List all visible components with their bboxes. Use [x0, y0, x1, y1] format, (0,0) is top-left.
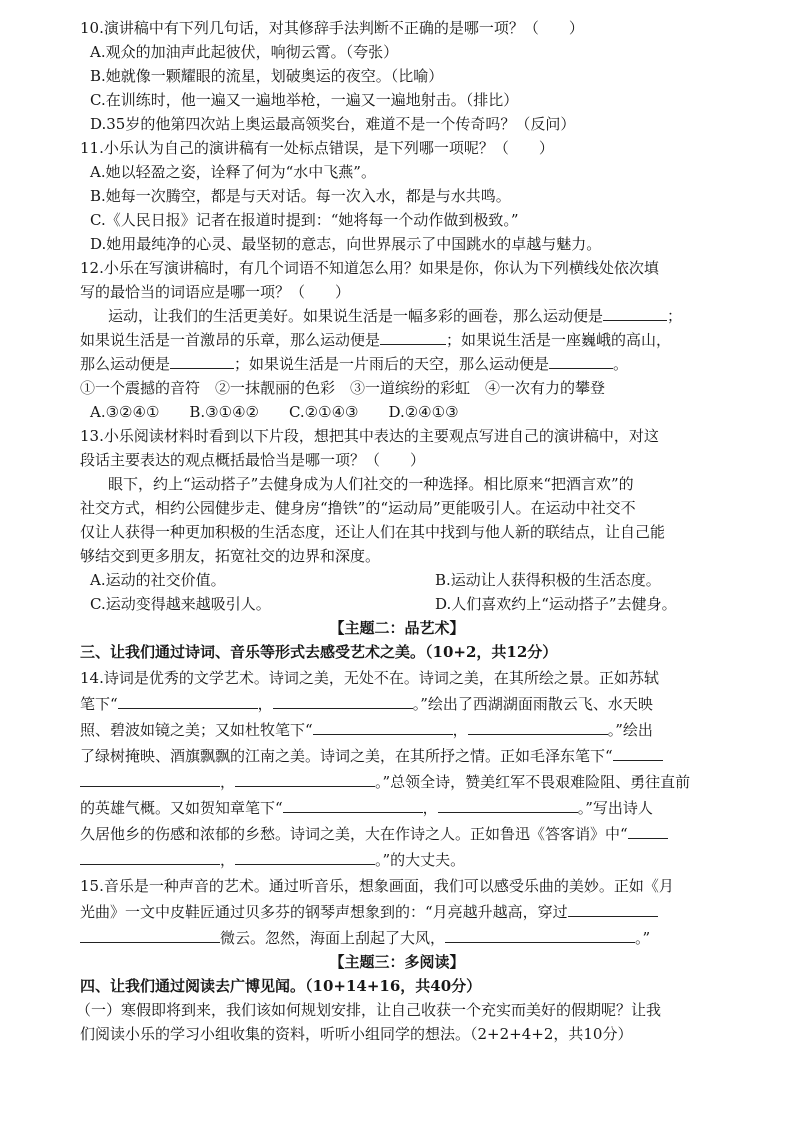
question-10: 10.演讲稿中有下列几句话，对其修辞手法判断不正确的是哪一项？（ ） [80, 19, 584, 37]
passage-text: ；如果说生活是一片雨后的天空，那么运动便是 [234, 355, 550, 373]
question-14-line2 [80, 692, 653, 716]
passage-12-line1 [108, 304, 682, 328]
passage-text: ， [220, 773, 236, 791]
passage-text: 运动，让我们的生活更美好。如果说生活是一幅多彩的画卷，那么运动便是 [108, 307, 604, 325]
question-14-line6 [80, 796, 653, 820]
theme-3-heading: 【主题三：多阅读】 [329, 953, 465, 971]
question-15: 15.音乐是一种声音的艺术。通过听音乐，想象画面，我们可以感受乐曲的美妙。正如《月 [80, 877, 674, 895]
passage-text: 照、碧波如镜之美；又如杜牧笔下“ [80, 721, 313, 739]
passage-text: 光曲》一文中皮鞋匠通过贝多芬的钢琴声想象到的：“月亮越升越高，穿过 [80, 903, 568, 921]
passage-text: ， [452, 721, 468, 739]
answer-blank[interactable] [80, 848, 220, 865]
option-11d: D.她用最纯净的心灵、最坚韧的意志，向世界展示了中国跳水的卓越与魅力。 [90, 235, 602, 253]
answer-blank[interactable] [118, 692, 258, 709]
option-10a: A.观众的加油声此起彼伏，响彻云霄。（夸张） [90, 43, 399, 61]
answer-blank[interactable] [80, 770, 220, 787]
answer-blank[interactable] [170, 352, 234, 369]
passage-text: 。 [613, 355, 629, 373]
answer-blank[interactable] [80, 926, 220, 943]
passage-text: 微云。忽然，海面上刮起了大风， [220, 929, 446, 947]
passage-text: 。”总领全诗，赞美红军不畏艰难险阻、勇往直前 [375, 773, 691, 791]
passage-text: 那么运动便是 [80, 355, 171, 373]
option-11a: A.她以轻盈之姿，诠释了何为“水中飞燕”。 [90, 163, 376, 181]
question-11: 11.小乐认为自己的演讲稿有一处标点错误，是下列哪一项呢？（ ） [80, 139, 554, 157]
answer-blank[interactable] [438, 796, 578, 813]
passage-text: 。”绘出了西湖湖面雨散云飞、水天映 [412, 695, 653, 713]
option-13b: B.运动让人获得积极的生活态度。 [435, 571, 661, 589]
reading-1-intro: （一）寒假即将到来，我们该如何规划安排，让自己收获一个充实而美好的假期呢？让我 [76, 1001, 662, 1019]
passage-text: 。”写出诗人 [577, 799, 653, 817]
answer-blank[interactable] [613, 744, 663, 761]
passage-text: ， [257, 695, 273, 713]
answer-blank[interactable] [283, 796, 423, 813]
passage-text: 。”的大丈夫。 [375, 851, 466, 869]
answer-blank[interactable] [235, 770, 375, 787]
question-15-line3 [80, 926, 650, 950]
passage-text: ， [422, 799, 438, 817]
passage-text: 如果说生活是一首激昂的乐章，那么运动便是 [80, 331, 381, 349]
question-13: 13.小乐阅读材料时看到以下片段，想把其中表达的主要观点写进自己的演讲稿中，对这 [80, 427, 659, 445]
option-11b: B.她每一次腾空，都是与天对话。每一次入水，都是与水共鸣。 [90, 187, 511, 205]
option-10c: C.在训练时，他一遍又一遍地举枪，一遍又一遍地射击。（排比） [90, 91, 519, 109]
question-14-line7 [80, 822, 668, 846]
passage-12-line2 [80, 328, 671, 352]
passage-13-line1: 眼下，约上“运动搭子”去健身成为人们社交的一种选择。相比原来“把酒言欢”的 [108, 475, 634, 493]
answer-blank[interactable] [603, 304, 667, 321]
answer-blank[interactable] [468, 718, 608, 735]
question-14-line5 [80, 770, 690, 794]
section-3-heading: 三、让我们通过诗词、音乐等形式去感受艺术之美。（10+2，共12分） [80, 643, 558, 661]
passage-text: 。” [635, 929, 651, 947]
option-13d: D.人们喜欢约上“运动搭子”去健身。 [435, 595, 677, 613]
passage-13-line3: 仅让人获得一种更加积极的生活态度，还让人们在其中找到与他人新的联结点，让自己能 [80, 523, 666, 541]
option-13c: C.运动变得越来越吸引人。 [90, 595, 271, 613]
question-13-cont: 段话主要表达的观点概括最恰当是哪一项？（ ） [80, 451, 426, 469]
passage-13-line4: 够结交到更多朋友，拓宽社交的边界和深度。 [80, 547, 381, 565]
question-14-line8 [80, 848, 465, 872]
answer-blank[interactable] [568, 900, 658, 917]
answer-blank[interactable] [549, 352, 613, 369]
option-10b: B.她就像一颗耀眼的流星，划破奥运的夜空。（比喻） [90, 67, 444, 85]
answer-blank[interactable] [445, 926, 635, 943]
answer-blank[interactable] [273, 692, 413, 709]
answer-blank[interactable] [235, 848, 375, 865]
passage-text: ； [667, 307, 683, 325]
question-12-cont: 写的最恰当的词语应是哪一项？（ ） [80, 283, 351, 301]
passage-text: ， [220, 851, 236, 869]
passage-12-line3 [80, 352, 628, 376]
passage-text: 了绿树掩映、酒旗飘飘的江南之美。诗词之美，在其所抒之情。正如毛泽东笔下“ [80, 747, 613, 765]
option-13a: A.运动的社交价值。 [90, 571, 226, 589]
options-12: A.③②④① B.③①④② C.②①④③ D.②④①③ [90, 403, 459, 421]
passage-13-line2: 社交方式，相约公园健步走、健身房“撸铁”的“运动局”更能吸引人。在运动中社交不 [80, 499, 636, 517]
option-10d: D.35岁的他第四次站上奥运最高领奖台，难道不是一个传奇吗？（反问） [90, 115, 576, 133]
question-14-line4 [80, 744, 663, 768]
question-14: 14.诗词是优秀的文学艺术。诗词之美，无处不在。诗词之美，在其所绘之景。正如苏轼 [80, 669, 659, 687]
theme-2-heading: 【主题二：品艺术】 [329, 619, 465, 637]
passage-text: ；如果说生活是一座巍峨的高山， [446, 331, 672, 349]
option-11c: C.《人民日报》记者在报道时提到：“她将每一个动作做到极致。” [90, 211, 519, 229]
options-13-row1 [90, 568, 690, 592]
question-12: 12.小乐在写演讲稿时，有几个词语不知道怎么用？如果是你，你认为下列横线处依次填 [80, 259, 659, 277]
question-14-line3 [80, 718, 653, 742]
passage-text: 的英雄气概。又如贺知章笔下“ [80, 799, 283, 817]
passage-text: 笔下“ [80, 695, 118, 713]
section-4-heading: 四、让我们通过阅读去广博见闻。（10+14+16，共40分） [80, 977, 482, 995]
passage-text: 。”绘出 [607, 721, 653, 739]
reading-1-intro-cont: 们阅读小乐的学习小组收集的资料，听听小组同学的想法。（2+2+4+2，共10分） [80, 1025, 633, 1043]
word-choices-12: ①一个震撼的音符 ②一抹靓丽的色彩 ③一道缤纷的彩虹 ④一次有力的攀登 [80, 379, 606, 397]
passage-text: 久居他乡的伤感和浓郁的乡愁。诗词之美，大在作诗之人。正如鲁迅《答客诮》中“ [80, 825, 628, 843]
options-13-row2 [90, 592, 690, 616]
answer-blank[interactable] [313, 718, 453, 735]
question-15-line2 [80, 900, 658, 924]
answer-blank[interactable] [380, 328, 446, 345]
answer-blank[interactable] [628, 822, 668, 839]
